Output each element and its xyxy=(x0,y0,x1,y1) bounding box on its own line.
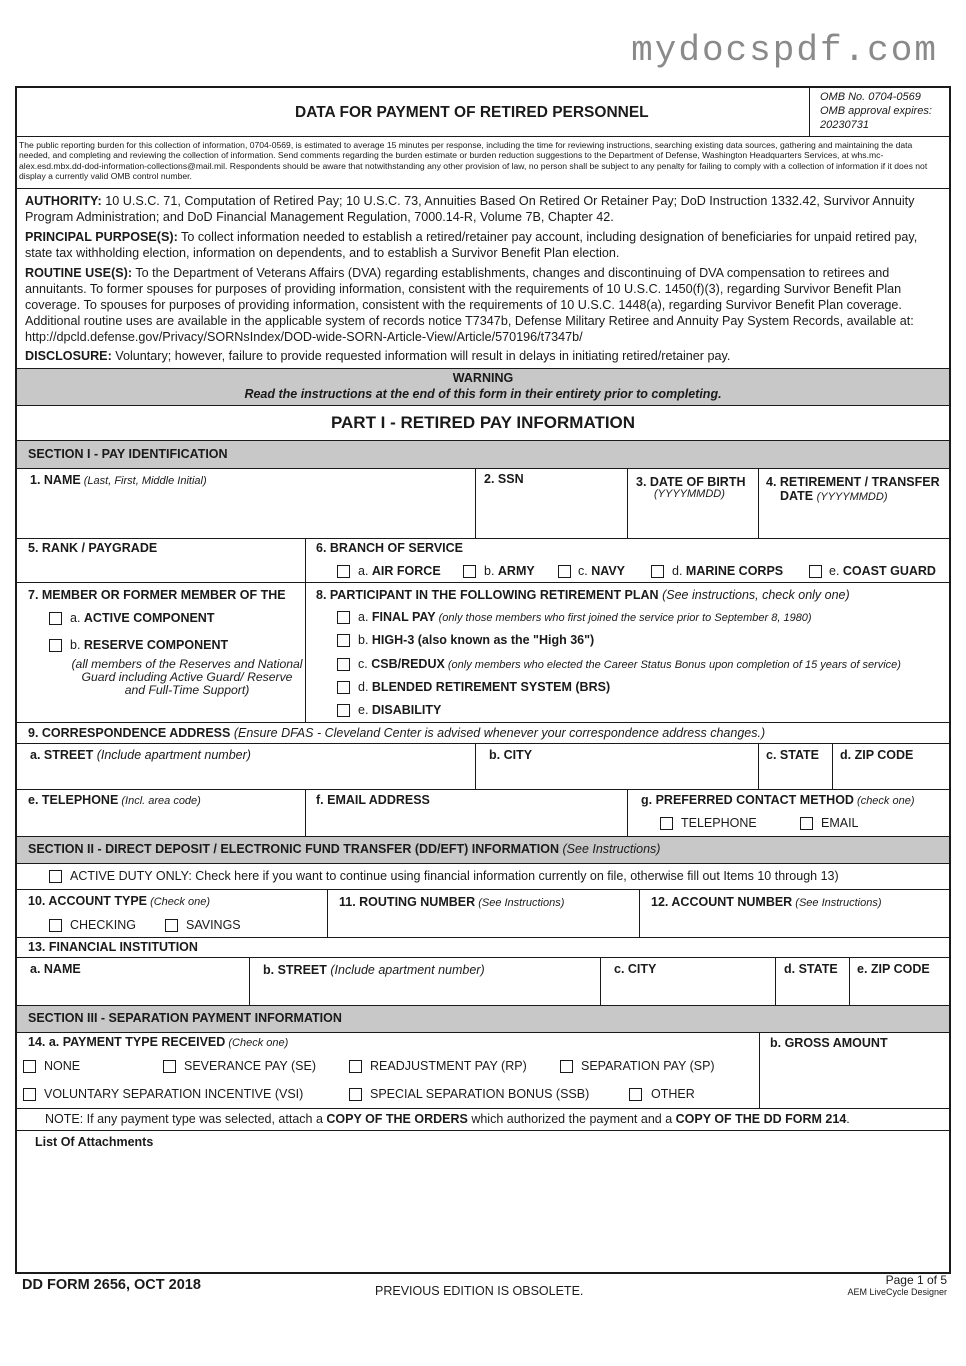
city-field-label: b. CITY xyxy=(489,748,533,762)
burden-statement: The public reporting burden for this collection of information, 0704-0569, is estimated to average 15 minutes per response, including the time for reviewing instructions, searching existing data sources, gathering and maintaining the data needed, and completing and reviewing the collection of information. Send comments regarding the burden estimate or burden reduction suggestions to the Department of Defense, Washington Headquarters Services, at whs.mc-alex.esd.mbx.dd-dod-information-collections@mail.mil. Respondents should be aware that notwithstanding any other provision of law, no person shall be subject to any penalty for failing to comply with a collection of information if it does not display a currently valid OMB control number. xyxy=(19,140,928,181)
fin-name-label: a. NAME xyxy=(30,962,81,976)
checkbox-readjustment-pay[interactable] xyxy=(349,1060,362,1073)
designer-credit: AEM LiveCycle Designer xyxy=(847,1287,947,1297)
option-severance-pay: SEVERANCE PAY (SE) xyxy=(184,1059,316,1073)
checkbox-coast-guard[interactable] xyxy=(809,565,822,578)
checkbox-marine-corps[interactable] xyxy=(651,565,664,578)
form-title: DATA FOR PAYMENT OF RETIRED PERSONNEL xyxy=(295,104,649,121)
member-field-label: 7. MEMBER OR FORMER MEMBER OF THE xyxy=(28,588,286,602)
watermark: mydocspdf.com xyxy=(631,30,938,71)
fin-state-label: d. STATE xyxy=(784,962,838,976)
checkbox-severance-pay[interactable] xyxy=(163,1060,176,1073)
warning-text: Read the instructions at the end of this form in their entirety prior to completing. xyxy=(244,387,722,401)
form-identifier: DD FORM 2656, OCT 2018 xyxy=(22,1277,201,1293)
attachments-label: List Of Attachments xyxy=(35,1135,154,1149)
page-number: Page 1 of 5 xyxy=(885,1273,947,1287)
option-ssb: SPECIAL SEPARATION BONUS (SSB) xyxy=(370,1087,590,1101)
warning-title: WARNING xyxy=(452,371,514,385)
option-air-force: a. AIR FORCE xyxy=(358,564,441,578)
routing-number-label: 11. ROUTING NUMBER (See Instructions) xyxy=(339,895,565,909)
option-separation-pay: SEPARATION PAY (SP) xyxy=(581,1059,715,1073)
checkbox-none[interactable] xyxy=(23,1060,36,1073)
omb-number: OMB No. 0704-0569 xyxy=(820,91,921,103)
checkbox-separation-pay[interactable] xyxy=(560,1060,573,1073)
email-field-label: f. EMAIL ADDRESS xyxy=(316,793,430,807)
retirement-date-label-2: DATE (YYYYMMDD) xyxy=(780,489,888,503)
gross-amount-label: b. GROSS AMOUNT xyxy=(770,1036,888,1050)
checkbox-contact-email[interactable] xyxy=(800,817,813,830)
option-contact-email: EMAIL xyxy=(821,816,859,830)
checkbox-csb-redux[interactable] xyxy=(337,658,350,671)
financial-institution-label: 13. FINANCIAL INSTITUTION xyxy=(28,940,198,954)
previous-edition-notice: PREVIOUS EDITION IS OBSOLETE. xyxy=(375,1284,584,1298)
contact-method-label: g. PREFERRED CONTACT METHOD (check one) xyxy=(641,793,915,807)
account-type-label: 10. ACCOUNT TYPE (Check one) xyxy=(28,894,210,908)
checkbox-checking[interactable] xyxy=(49,919,62,932)
checkbox-final-pay[interactable] xyxy=(337,611,350,624)
disclosure-statement: DISCLOSURE: Voluntary; however, failure to provide requested information will result in delays in initiating retired/retainer pay. xyxy=(25,349,731,363)
account-number-label: 12. ACCOUNT NUMBER (See Instructions) xyxy=(651,895,882,909)
state-field-label: c. STATE xyxy=(766,748,820,762)
fin-zip-label: e. ZIP CODE xyxy=(857,962,930,976)
omb-expiration-label: OMB approval expires: xyxy=(820,105,932,117)
fin-city-label: c. CITY xyxy=(614,962,657,976)
option-other: OTHER xyxy=(651,1087,695,1101)
omb-expiration-date: 20230731 xyxy=(820,119,869,131)
telephone-field-label: e. TELEPHONE (Incl. area code) xyxy=(28,793,201,807)
option-disability: e. DISABILITY xyxy=(358,703,442,717)
option-marine-corps: d. MARINE CORPS xyxy=(672,564,784,578)
checkbox-navy[interactable] xyxy=(558,565,571,578)
zip-field-label: d. ZIP CODE xyxy=(840,748,914,762)
checkbox-active-duty-only[interactable] xyxy=(49,870,62,883)
option-reserve-component: b. RESERVE COMPONENT xyxy=(70,638,229,652)
checkbox-high-3[interactable] xyxy=(337,634,350,647)
retirement-date-label: 4. RETIREMENT / TRANSFER xyxy=(766,475,940,489)
section-title: SECTION I - PAY IDENTIFICATION xyxy=(28,447,228,461)
option-readjustment-pay: READJUSTMENT PAY (RP) xyxy=(370,1059,527,1073)
option-army: b. ARMY xyxy=(484,564,535,578)
option-high-3: b. HIGH-3 (also known as the "High 36") xyxy=(358,633,595,647)
active-duty-only-text: ACTIVE DUTY ONLY: Check here if you want to continue using financial information currently on file, otherwise fill out Items 10 through 13) xyxy=(70,869,839,883)
checkbox-army[interactable] xyxy=(463,565,476,578)
routine-uses-statement: ROUTINE USE(S): To the Department of Veterans Affairs (DVA) regarding establishments, changes and discontinuing of DVA compensation to retirees and annuitants. To former spouses for purposes of providing information, consistent with the requirements of 10 U.S.C. 1450(f)(3), regarding Survivor Benefit Plan coverage. To spouses for purposes of providing information, consistent with the requirements of 10 U.S.C. 1448(a), regarding Survivor Benefit Plan coverage. Additional routine uses are available in the applicable system of records notice T7347b, Defense Military Retiree and Annuity Pay System Records, available at: http://dpcld.defense.gov/Privacy/SORNsIndex/DOD-wide-SORN-Article-View/Article/570196/t7347b/ xyxy=(25,266,914,344)
option-active-component: a. ACTIVE COMPONENT xyxy=(70,611,215,625)
checkbox-brs[interactable] xyxy=(337,681,350,694)
ssn-field-label: 2. SSN xyxy=(484,472,524,486)
option-contact-telephone: TELEPHONE xyxy=(681,816,757,830)
section-title-separation: SECTION III - SEPARATION PAYMENT INFORMATION xyxy=(28,1011,342,1025)
payment-type-label: 14. a. PAYMENT TYPE RECEIVED (Check one) xyxy=(28,1035,289,1049)
option-vsi: VOLUNTARY SEPARATION INCENTIVE (VSI) xyxy=(44,1087,304,1101)
section-title-dd-eft: SECTION II - DIRECT DEPOSIT / ELECTRONIC FUND TRANSFER (DD/EFT) INFORMATION (See Instructions) xyxy=(28,842,661,856)
form-page xyxy=(15,86,951,1274)
principal-purpose-statement: PRINCIPAL PURPOSE(S): To collect information needed to establish a retired/retainer pay account, including designation of beneficiaries for unpaid retired pay, state tax withholding election, information on dependents, and to establish a Survivor Benefit Plan election. xyxy=(25,230,918,260)
checkbox-vsi[interactable] xyxy=(23,1088,36,1101)
payment-note: NOTE: If any payment type was selected, attach a COPY OF THE ORDERS which authorized the payment and a COPY OF THE DD FORM 214. xyxy=(45,1112,850,1126)
checkbox-contact-telephone[interactable] xyxy=(660,817,673,830)
name-field-label: 1. NAME (Last, First, Middle Initial) xyxy=(30,473,207,487)
branch-field-label: 6. BRANCH OF SERVICE xyxy=(316,541,464,555)
checkbox-reserve-component[interactable] xyxy=(49,639,62,652)
checkbox-air-force[interactable] xyxy=(337,565,350,578)
checkbox-active-component[interactable] xyxy=(49,612,62,625)
retirement-plan-label: 8. PARTICIPANT IN THE FOLLOWING RETIREMENT PLAN (See instructions, check only one) xyxy=(316,588,850,602)
option-checking: CHECKING xyxy=(70,918,136,932)
fin-street-label: b. STREET (Include apartment number) xyxy=(263,963,485,977)
option-navy: c. NAVY xyxy=(578,564,626,578)
dob-format-hint: (YYYYMMDD) xyxy=(654,488,725,500)
option-csb-redux: c. CSB/REDUX (only members who elected the Career Status Bonus upon completion of 15 years of service) xyxy=(358,657,901,671)
option-brs: d. BLENDED RETIREMENT SYSTEM (BRS) xyxy=(358,680,611,694)
address-section-label: 9. CORRESPONDENCE ADDRESS (Ensure DFAS - Cleveland Center is advised whenever your correspondence address changes.) xyxy=(28,726,766,740)
rank-field-label: 5. RANK / PAYGRADE xyxy=(28,541,158,555)
option-coast-guard: e. COAST GUARD xyxy=(829,564,936,578)
dob-field-label: 3. DATE OF BIRTH xyxy=(636,475,746,489)
checkbox-other[interactable] xyxy=(629,1088,642,1101)
checkbox-disability[interactable] xyxy=(337,704,350,717)
street-field-label: a. STREET (Include apartment number) xyxy=(30,748,251,762)
checkbox-ssb[interactable] xyxy=(349,1088,362,1101)
option-final-pay: a. FINAL PAY (only those members who first joined the service prior to September 8, 1980) xyxy=(358,610,812,624)
option-none: NONE xyxy=(44,1059,81,1073)
checkbox-savings[interactable] xyxy=(165,919,178,932)
reserve-component-note: (all members of the Reserves and National Guard including Active Guard/ Reserve and Full-Time Support) xyxy=(71,657,303,697)
option-savings: SAVINGS xyxy=(186,918,241,932)
part-title: PART I - RETIRED PAY INFORMATION xyxy=(330,413,636,432)
authority-statement: AUTHORITY: 10 U.S.C. 71, Computation of Retired Pay; 10 U.S.C. 73, Annuities Based On Retired Or Retainer Pay; DoD Instruction 1332.42, Survivor Annuity Program Administration; and DoD Financial Management Regulation, 7000.14-R, Volume 7B, Chapter 42. xyxy=(25,194,915,224)
